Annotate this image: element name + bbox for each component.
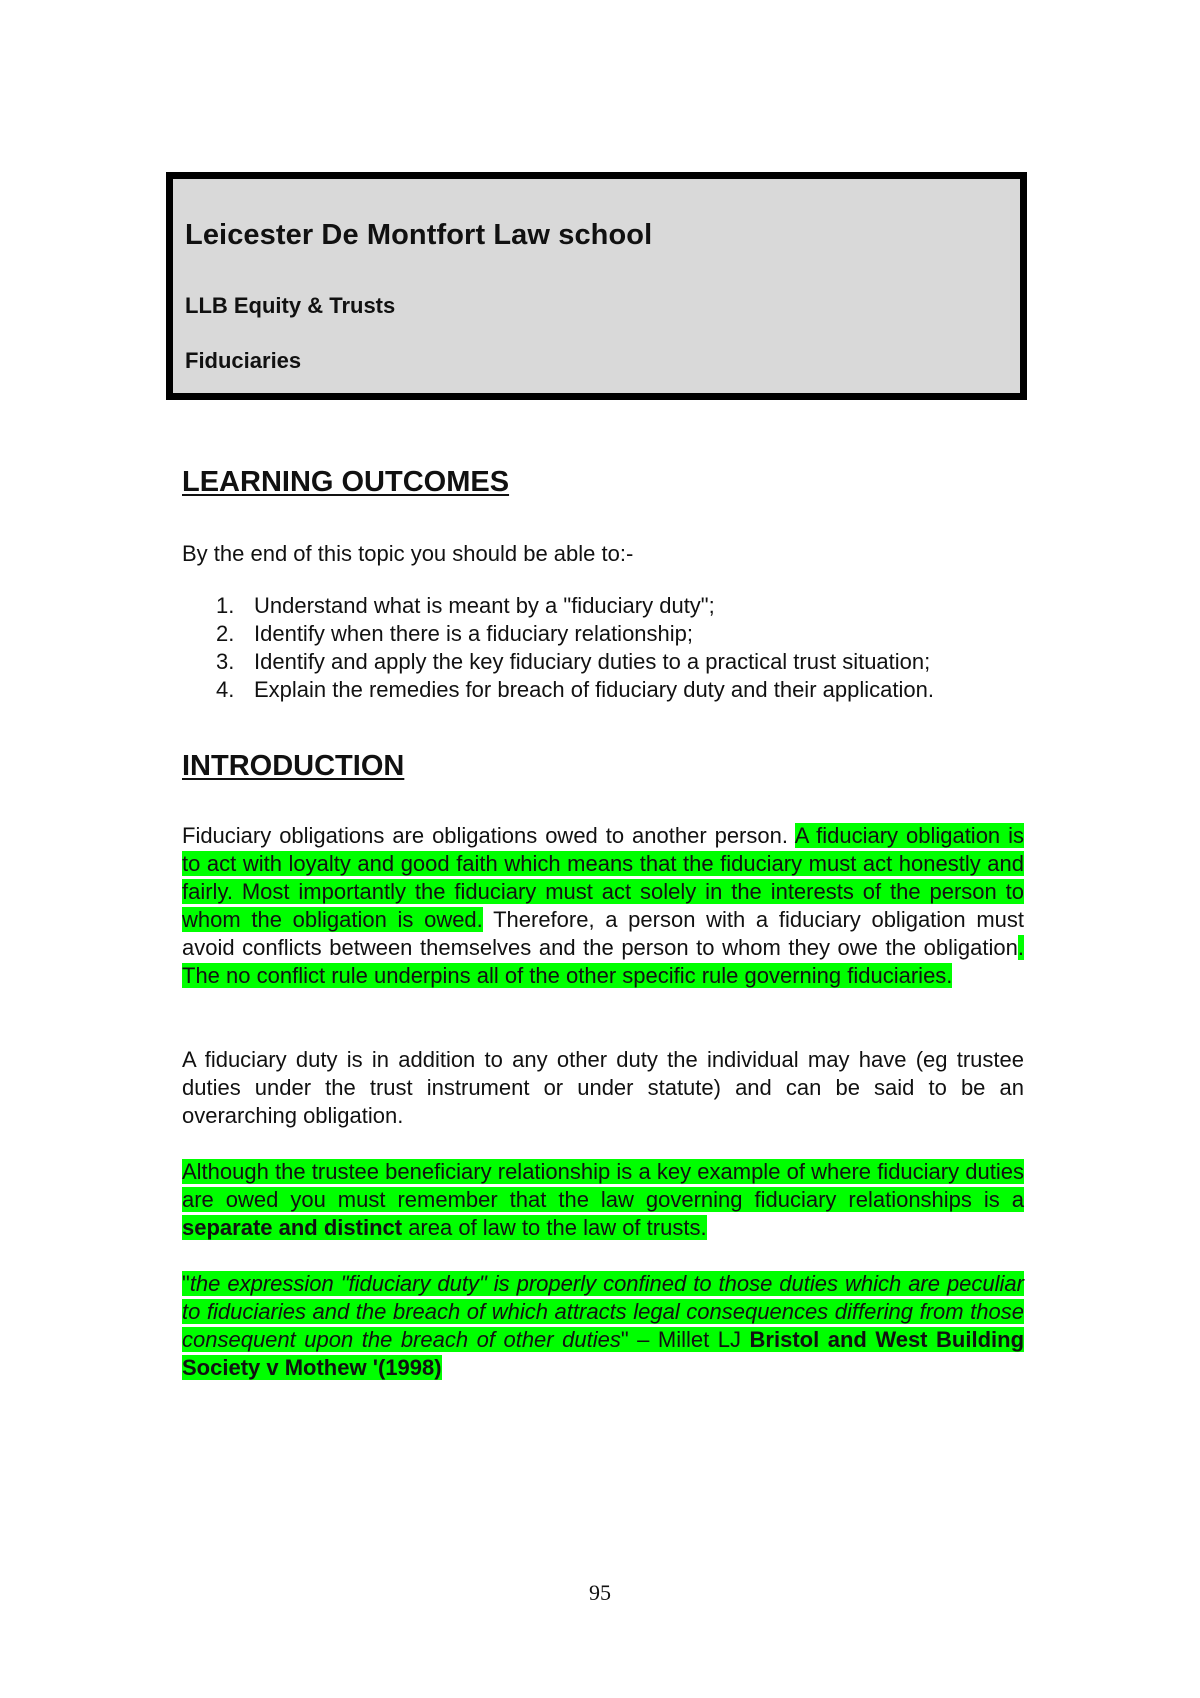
list-item: [216, 592, 934, 620]
list-item-text: Identify when there is a fiduciary relationship;: [254, 621, 694, 646]
title-box: [166, 172, 1027, 400]
plain-text: Fiduciary obligations are obligations owed to another person.: [182, 823, 795, 848]
quote-text: the expression "fiduciary duty" is properly confined to those duties which are peculiar to fiduciaries and the breach of which attracts legal consequences differing from those consequent upon the breach of other duties: [182, 1271, 1024, 1352]
intro-paragraph-1: [182, 822, 1024, 990]
highlighted-text: Although the trustee beneficiary relationship is a key example of where fiduciary duties are owed you must remember that the law governing fiduciary relationships is a: [182, 1159, 1024, 1212]
highlighted-bold-text: separate and distinct: [182, 1215, 403, 1240]
plain-text: Therefore, a person with a fiduciary obligation must avoid conflicts between themselves and the person to whom they owe the obligation: [182, 907, 1025, 960]
quote-paragraph: [182, 1270, 1024, 1382]
highlighted-text: . The no conflict rule underpins all of the other specific rule governing fiduciaries.: [182, 935, 1024, 988]
course-name: LLB Equity & Trusts: [185, 293, 396, 318]
case-citation: Bristol and West Building Society v Mothew '(1998): [182, 1327, 1025, 1380]
outcomes-list: [216, 592, 934, 704]
list-number: 1.: [216, 593, 235, 618]
topic-name: Fiduciaries: [185, 348, 302, 373]
list-number: 4.: [216, 677, 235, 702]
learning-outcomes-heading: LEARNING OUTCOMES: [182, 466, 510, 498]
quote-mark: ": [182, 1271, 190, 1296]
highlighted-text: area of law to the law of trusts.: [402, 1215, 707, 1240]
list-item: [216, 620, 934, 648]
school-name: Leicester De Montfort Law school: [185, 219, 653, 251]
page-number: 95: [589, 1580, 611, 1605]
list-item: [216, 648, 934, 676]
intro-paragraph-2: A fiduciary duty is in addition to any other duty the individual may have (eg trustee duties under the trust instrument or under statute) and can be said to be an overarching obligation.: [182, 1047, 1024, 1128]
introduction-heading: INTRODUCTION: [182, 750, 405, 782]
outcomes-intro: By the end of this topic you should be able to:-: [182, 541, 634, 566]
list-item-text: Explain the remedies for breach of fiduciary duty and their application.: [254, 677, 934, 702]
quote-attribution: " – Millet LJ: [620, 1327, 750, 1352]
highlighted-text: A fiduciary obligation is to act with loyalty and good faith which means that the fiduciary must act honestly and fairly. Most importantly the fiduciary must act solely in the interests of the person to whom the obligation is owed.: [182, 823, 1024, 932]
list-item-text: Understand what is meant by a "fiduciary duty";: [254, 593, 715, 618]
list-number: 2.: [216, 621, 235, 646]
list-item: [216, 676, 934, 704]
list-item-text: Identify and apply the key fiduciary duties to a practical trust situation;: [254, 649, 931, 674]
list-number: 3.: [216, 649, 235, 674]
intro-paragraph-3: [182, 1158, 1024, 1242]
